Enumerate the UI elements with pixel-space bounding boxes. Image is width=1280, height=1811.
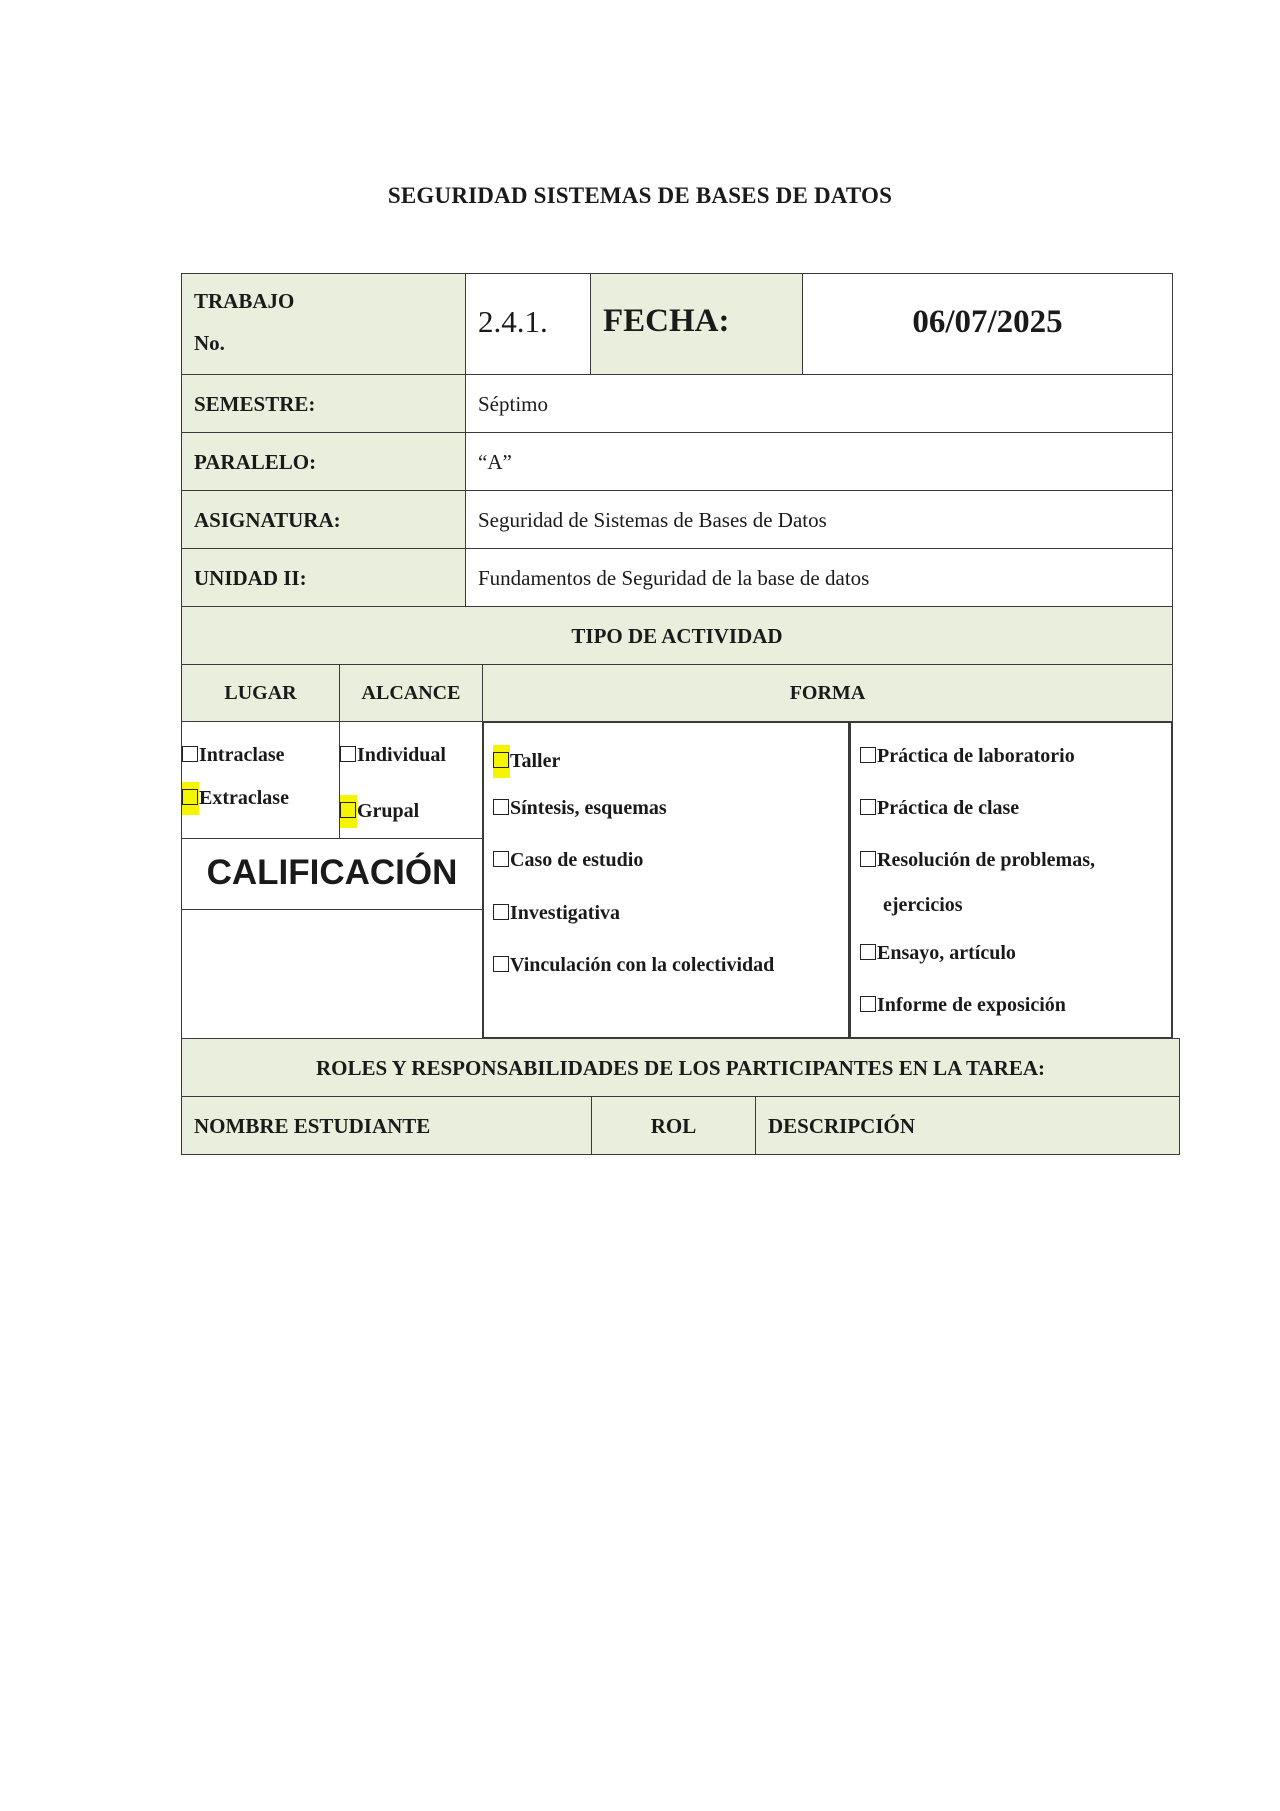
trabajo-number: 2.4.1. bbox=[478, 304, 548, 339]
option-label: Extraclase bbox=[199, 787, 289, 809]
forma-option-resolucion-cont: ejercicios bbox=[883, 894, 963, 916]
alcance-header-cell bbox=[339, 664, 483, 722]
alcance-option-individual[interactable] bbox=[340, 744, 446, 767]
nombre-estudiante-header-cell bbox=[181, 1096, 592, 1155]
lugar-options-cell bbox=[181, 721, 340, 839]
checkbox-icon[interactable] bbox=[182, 789, 198, 805]
forma-option-caso-estudio[interactable] bbox=[493, 849, 643, 872]
unidad-value-cell bbox=[465, 548, 1173, 607]
forma-option-taller[interactable] bbox=[493, 745, 560, 778]
lugar-option-extraclase[interactable] bbox=[182, 782, 289, 815]
checkbox-icon[interactable] bbox=[860, 799, 876, 815]
lugar-option-intraclase[interactable] bbox=[182, 744, 285, 767]
calificacion-cell bbox=[181, 838, 483, 910]
calificacion-label: CALIFICACIÓN bbox=[206, 853, 458, 892]
alcance-option-grupal[interactable] bbox=[340, 795, 419, 828]
option-label: Individual bbox=[357, 744, 446, 766]
trabajo-no-label: No. bbox=[194, 331, 225, 355]
calificacion-value-cell[interactable] bbox=[181, 909, 483, 1039]
checkbox-icon[interactable] bbox=[493, 956, 509, 972]
option-label: Práctica de laboratorio bbox=[877, 745, 1075, 767]
option-label: Ensayo, artículo bbox=[877, 942, 1016, 964]
forma-header: FORMA bbox=[789, 682, 866, 704]
option-label: Informe de exposición bbox=[877, 994, 1066, 1016]
unidad-value: Fundamentos de Seguridad de la base de datos bbox=[478, 566, 870, 590]
checkbox-icon[interactable] bbox=[182, 746, 198, 762]
forma-option-practica-clase[interactable] bbox=[860, 797, 1019, 820]
option-label: Taller bbox=[510, 750, 561, 772]
rol-header-cell bbox=[591, 1096, 756, 1155]
fecha-label: FECHA: bbox=[603, 303, 730, 339]
unidad-label-cell bbox=[181, 548, 466, 607]
option-label: Resolución de problemas, bbox=[877, 849, 1095, 871]
asignatura-value: Seguridad de Sistemas de Bases de Datos bbox=[478, 508, 827, 532]
lugar-header-cell bbox=[181, 664, 340, 722]
rol-header: ROL bbox=[650, 1114, 697, 1138]
paralelo-label-cell bbox=[181, 432, 466, 491]
trabajo-label-cell bbox=[181, 273, 466, 375]
unidad-label: UNIDAD II: bbox=[194, 566, 307, 590]
option-label: Grupal bbox=[357, 800, 420, 822]
fecha-value-cell bbox=[802, 273, 1173, 375]
tipo-actividad-heading-cell bbox=[181, 606, 1173, 665]
nombre-estudiante-header: NOMBRE ESTUDIANTE bbox=[194, 1114, 431, 1138]
checkbox-icon[interactable] bbox=[493, 799, 509, 815]
option-label: Intraclase bbox=[199, 744, 285, 766]
paralelo-label: PARALELO: bbox=[194, 450, 317, 474]
paralelo-value: “A” bbox=[478, 450, 512, 474]
checkbox-icon[interactable] bbox=[340, 802, 356, 818]
checkbox-icon[interactable] bbox=[860, 747, 876, 763]
forma-option-investigativa[interactable] bbox=[493, 902, 620, 925]
asignatura-label-cell bbox=[181, 490, 466, 549]
trabajo-label: TRABAJO bbox=[194, 289, 295, 313]
semestre-label-cell bbox=[181, 374, 466, 433]
alcance-header: ALCANCE bbox=[361, 682, 461, 704]
paralelo-value-cell bbox=[465, 432, 1173, 491]
forma-option-informe[interactable] bbox=[860, 994, 1066, 1017]
option-label: Vinculación con la colectividad bbox=[510, 954, 775, 976]
forma-header-cell bbox=[482, 664, 1173, 722]
forma-option-practica-laboratorio[interactable] bbox=[860, 745, 1075, 768]
forma-option-sintesis[interactable] bbox=[493, 797, 667, 820]
roles-heading-cell bbox=[181, 1038, 1180, 1097]
forma-option-vinculacion[interactable] bbox=[493, 954, 774, 977]
roles-heading: ROLES Y RESPONSABILIDADES DE LOS PARTICIPANTES EN LA TAREA: bbox=[316, 1056, 1045, 1080]
highlight-mark bbox=[340, 795, 357, 828]
checkbox-icon[interactable] bbox=[493, 851, 509, 867]
fecha-label-cell bbox=[590, 273, 803, 375]
fecha-value: 06/07/2025 bbox=[912, 304, 1063, 340]
asignatura-value-cell bbox=[465, 490, 1173, 549]
descripcion-header-cell bbox=[755, 1096, 1180, 1155]
checkbox-icon[interactable] bbox=[340, 746, 356, 762]
page-title: SEGURIDAD SISTEMAS DE BASES DE DATOS bbox=[387, 183, 893, 208]
asignatura-label: ASIGNATURA: bbox=[194, 508, 341, 532]
option-label: Caso de estudio bbox=[510, 849, 644, 871]
checkbox-icon[interactable] bbox=[493, 904, 509, 920]
tipo-actividad-heading: TIPO DE ACTIVIDAD bbox=[571, 624, 783, 648]
forma-option-resolucion-problemas[interactable] bbox=[860, 849, 1095, 872]
lugar-header: LUGAR bbox=[224, 682, 297, 704]
option-label: Investigativa bbox=[510, 902, 620, 924]
forma-right-cell bbox=[849, 721, 1173, 1039]
highlight-mark bbox=[182, 782, 199, 815]
semestre-value-cell bbox=[465, 374, 1173, 433]
descripcion-header: DESCRIPCIÓN bbox=[768, 1114, 916, 1138]
checkbox-icon[interactable] bbox=[493, 752, 509, 768]
trabajo-value-cell bbox=[465, 273, 591, 375]
semestre-value: Séptimo bbox=[478, 392, 549, 416]
option-label: Síntesis, esquemas bbox=[510, 797, 667, 819]
checkbox-icon[interactable] bbox=[860, 996, 876, 1012]
checkbox-icon[interactable] bbox=[860, 851, 876, 867]
semestre-label: SEMESTRE: bbox=[194, 392, 316, 416]
checkbox-icon[interactable] bbox=[860, 944, 876, 960]
highlight-mark bbox=[493, 745, 510, 778]
forma-option-ensayo[interactable] bbox=[860, 942, 1016, 965]
option-label: Práctica de clase bbox=[877, 797, 1020, 819]
